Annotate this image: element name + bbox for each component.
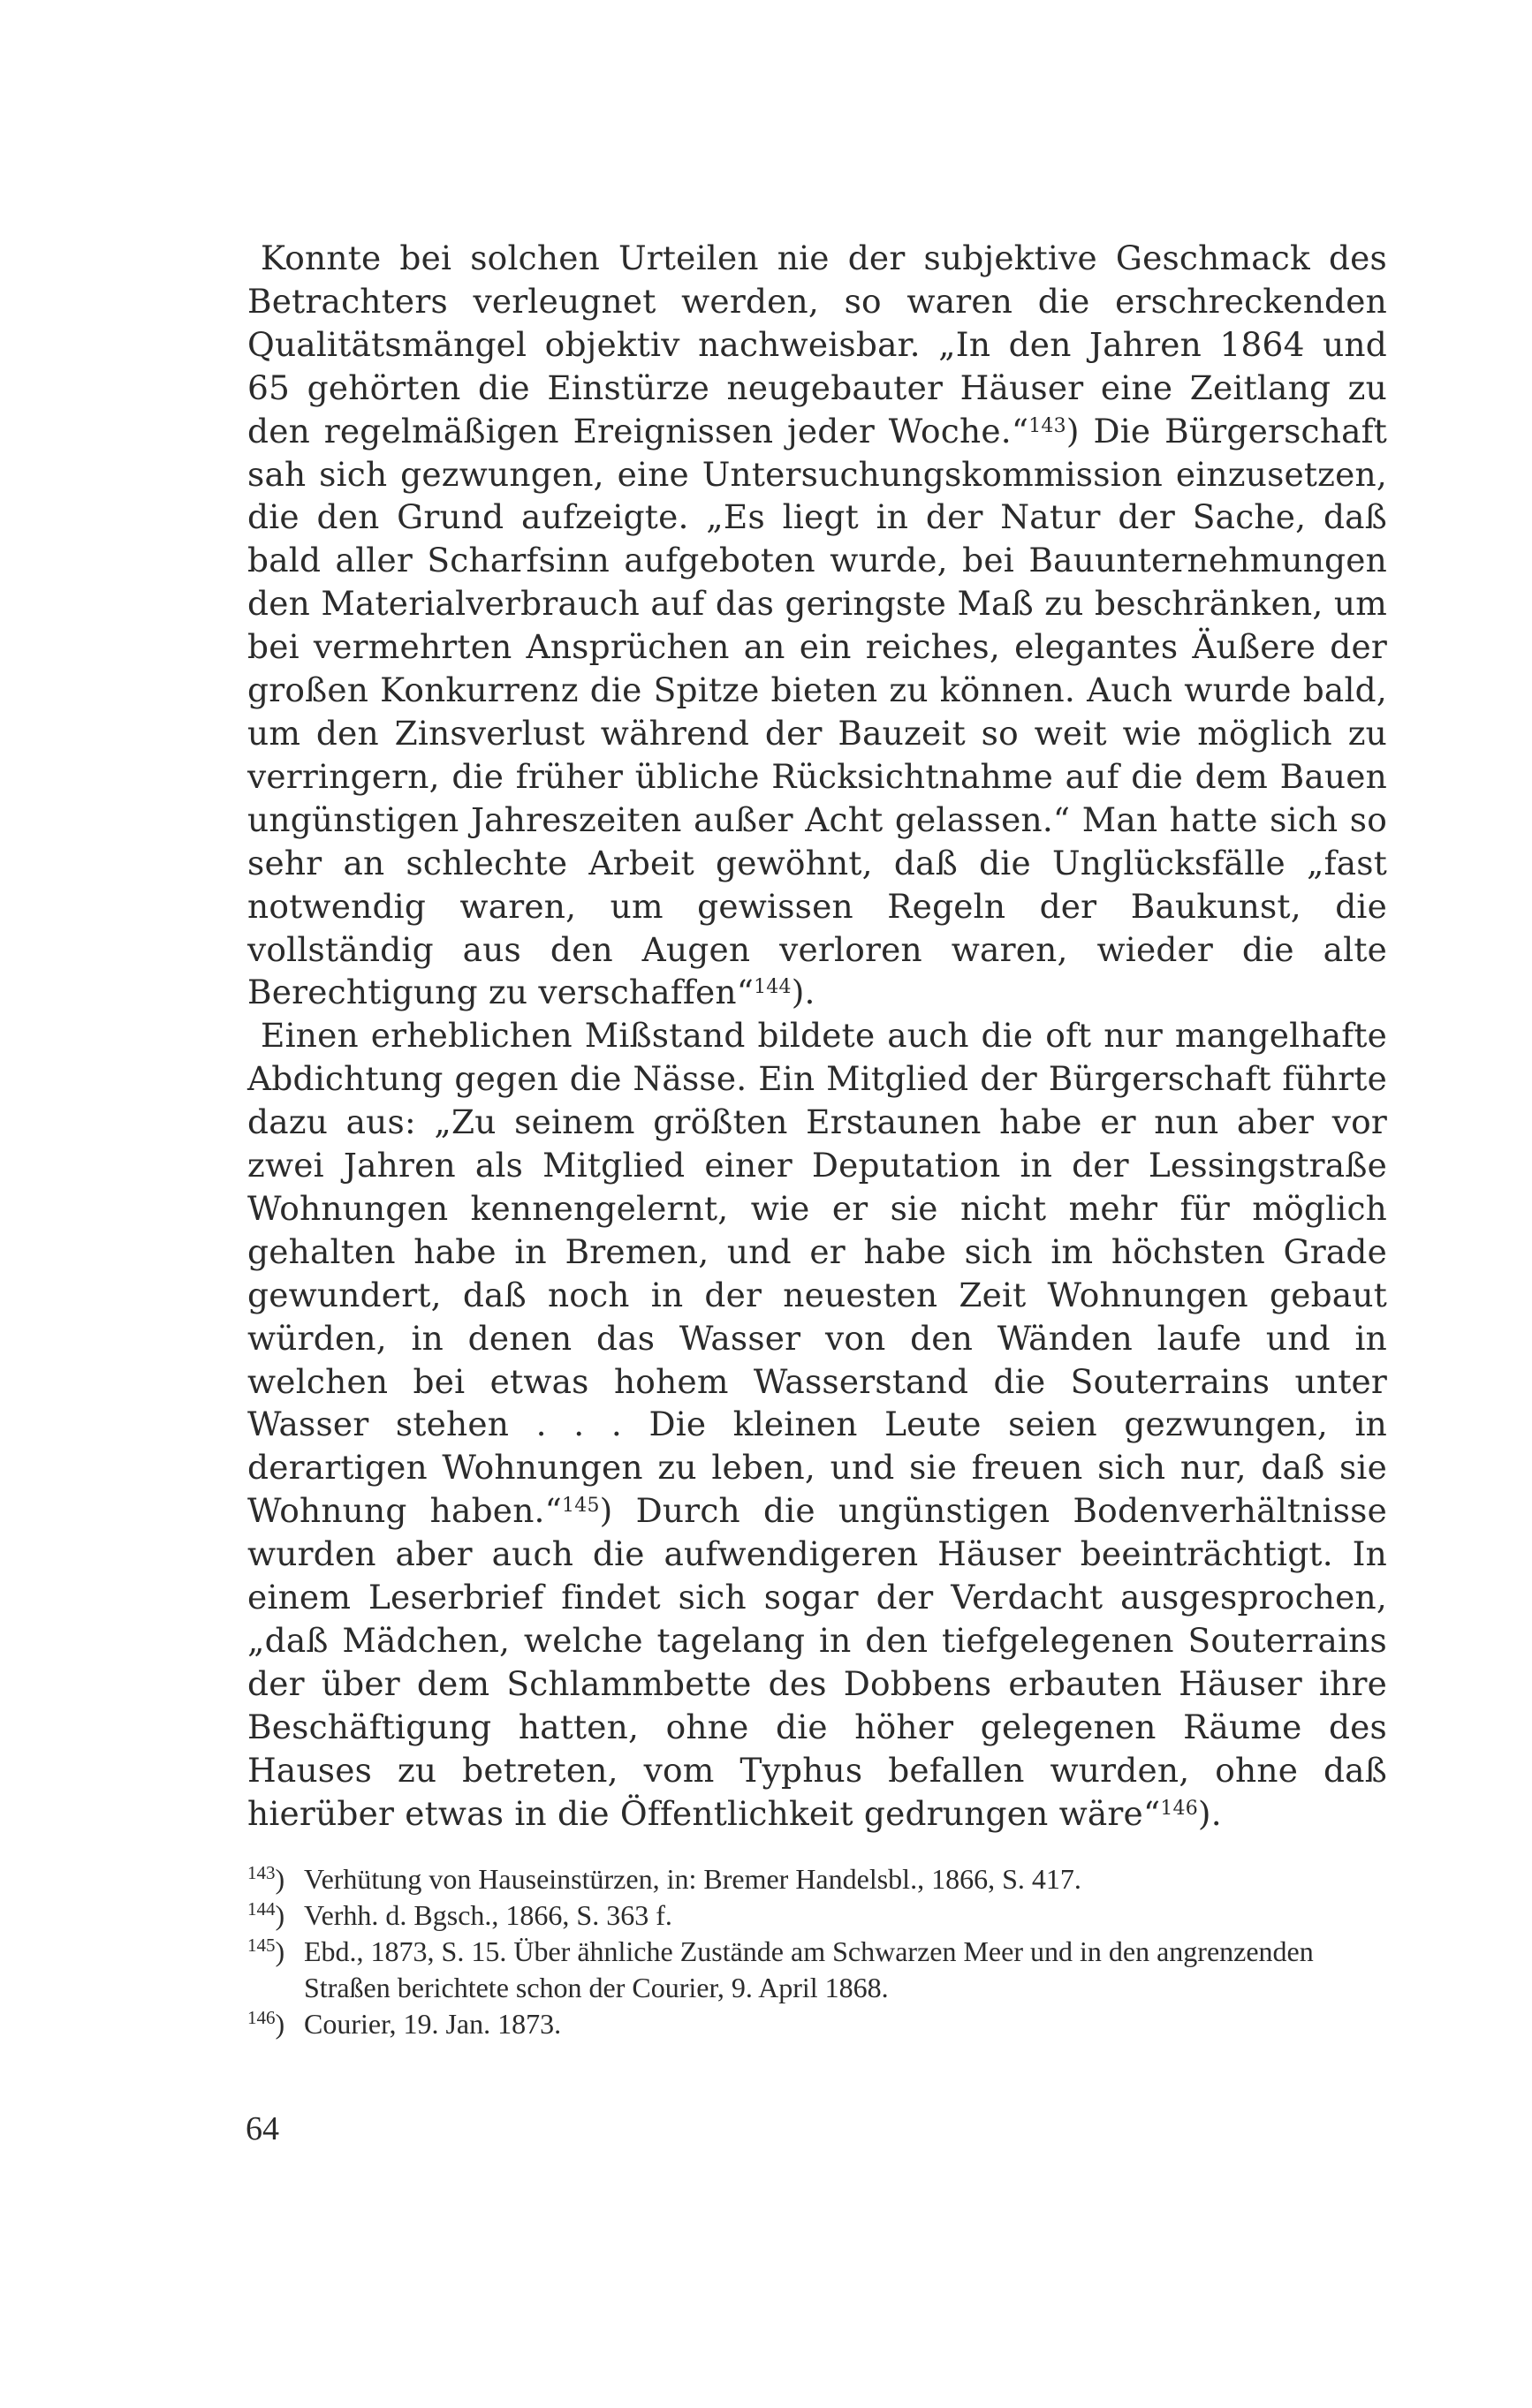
footnote-text: Courier, 19. Jan. 1873.: [304, 2008, 562, 2040]
footnote-text: Verhh. d. Bgsch., 1866, S. 363 f.: [304, 1899, 672, 1931]
footnote-number: $^{143}$): [247, 1862, 285, 1895]
paragraph-text: ) Durch die ungünstigen Bodenverhältnisse wurden aber auch die aufwendigeren Häuser beeinträchtigt. In einem Leserbrief findet sich sogar der Verdacht ausgesprochen, „daß Mädchen, welche tagelang in den tiefgelegenen Souterrains der über dem Schlammbette des Dobbens erbauten Häuser ihre Beschäftigung hatten, ohne die höher gelegenen Räume des Hauses zu betreten, vom Typhus befallen wurden, ohne daß hierüber etwas in die Öffentlichkeit gedrungen wäre“: [247, 1491, 1388, 1833]
footnote-ref-143: 143: [1028, 414, 1066, 437]
footnote-143: [247, 1861, 1387, 1897]
footnote-number: $^{145}$): [247, 1935, 285, 1967]
body-text: [247, 237, 1387, 1836]
paragraph-1: [247, 237, 1387, 1014]
footnote-text: Ebd., 1873, S. 15. Über ähnliche Zustände am Schwarzen Meer und in den angrenzenden Straßen berichtete schon der Courier, 9. April 1868.: [304, 1935, 1314, 2003]
footnote-ref-144: 144: [754, 976, 792, 999]
footnotes: [247, 1861, 1387, 2042]
footnote-number: $^{144}$): [247, 1898, 285, 1931]
page-number: 64: [246, 2110, 279, 2147]
footnote-ref-145: 145: [562, 1495, 600, 1518]
footnote-144: [247, 1897, 1387, 1934]
paragraph-text: Konnte bei solchen Urteilen nie der subjektive Geschmack des Betrachters verleugnet werden, so waren die erschreckenden Qualitätsmängel objektiv nachweisbar. „In den Jahren 1864 und 65 gehörten die Einstürze neugebauter Häuser eine Zeitlang zu den regelmäßigen Ereignissen jeder Woche.“: [247, 239, 1387, 451]
footnote-145: [247, 1934, 1387, 2006]
paragraph-text: ).: [1197, 1793, 1222, 1833]
paragraph-text: ).: [791, 973, 815, 1012]
paragraph-text: ) Die Bürgerschaft sah sich gezwungen, eine Untersuchungskommission einzusetzen, die den Grund aufzeigte. „Es liegt in der Natur der Sache, daß bald aller Scharfsinn aufgeboten wurde, bei Bauunternehmungen den Materialverbrauch auf das geringste Maß zu beschränken, um bei vermehrten Ansprüchen an ein reiches, elegantes Äußere der großen Konkurrenz die Spitze bieten zu können. Auch wurde bald, um den Zinsverlust während der Bauzeit so weit wie möglich zu verringern, die früher übliche Rücksichtnahme auf die dem Bauen ungünstigen Jahreszeiten außer Acht gelassen.“ Man hatte sich so sehr an schlechte Arbeit gewöhnt, daß die Unglücksfälle „fast notwendig waren, um gewissen Regeln der Baukunst, die vollständig aus den Augen verloren waren, wieder die alte Berechtigung zu verschaffen“: [247, 411, 1387, 1012]
footnote-ref-146: 146: [1160, 1797, 1198, 1820]
paragraph-2: [247, 1014, 1387, 1835]
footnote-number: $^{146}$): [247, 2007, 285, 2040]
footnote-146: [247, 2006, 1387, 2042]
paragraph-text: Einen erheblichen Mißstand bildete auch die oft nur mangelhafte Abdichtung gegen die Nässe. Ein Mitglied der Bürgerschaft führte dazu aus: „Zu seinem größten Erstaunen habe er nun aber vor zwei Jahren als Mitglied einer Deputation in der Lessingstraße Wohnungen kennengelernt, wie er sie nicht mehr für möglich gehalten habe in Bremen, und er habe sich im höchsten Grade gewundert, daß noch in der neuesten Zeit Wohnungen gebaut würden, in denen das Wasser von den Wänden laufe und in welchen bei etwas hohem Wasserstand die Souterrains unter Wasser stehen . . . Die kleinen Leute seien gezwungen, in derartigen Wohnungen zu leben, und sie freuen sich nur, daß sie Wohnung haben.“: [247, 1016, 1387, 1531]
footnote-text: Verhütung von Hauseinstürzen, in: Bremer Handelsbl., 1866, S. 417.: [304, 1863, 1081, 1895]
